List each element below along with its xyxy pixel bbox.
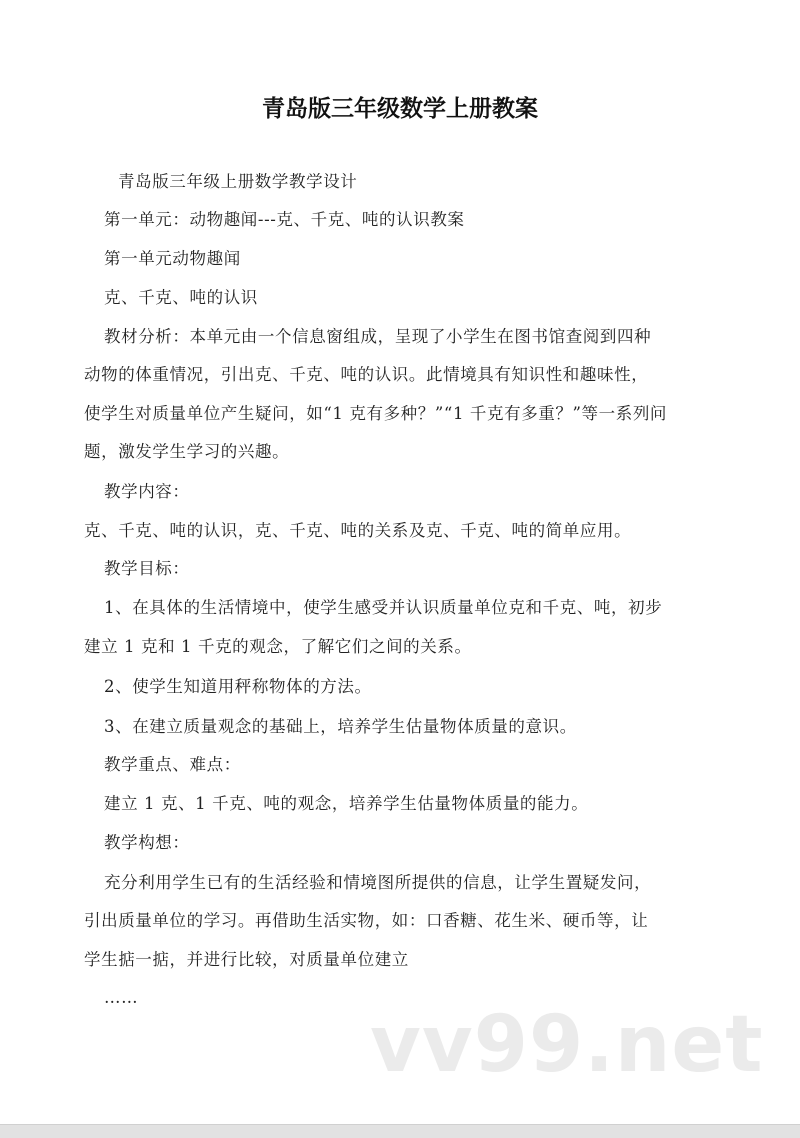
text-line: 第一单元：动物趣闻---克、千克、吨的认识教案 bbox=[104, 210, 465, 229]
document-title: 青岛版三年级数学上册教案 bbox=[262, 96, 538, 122]
watermark: vv99.net bbox=[370, 1000, 764, 1090]
text-line: 建立 1 克和 1 千克的观念，了解它们之间的关系。 bbox=[84, 637, 472, 656]
text-line: 建立 1 克、1 千克、吨的观念，培养学生估量物体质量的能力。 bbox=[104, 794, 589, 813]
text-line: 教学内容： bbox=[104, 482, 190, 501]
text-line: 1、在具体的生活情境中，使学生感受并认识质量单位克和千克、吨，初步 bbox=[104, 598, 663, 617]
text-line: 第一单元动物趣闻 bbox=[104, 249, 241, 268]
text-line: …… bbox=[104, 988, 139, 1007]
text-line: 青岛版三年级上册数学教学设计 bbox=[118, 172, 358, 191]
text-line: 使学生对质量单位产生疑问，如“1 克有多种？”“1 千克有多重？”等一系列问 bbox=[84, 404, 668, 423]
text-line: 动物的体重情况，引出克、千克、吨的认识。此情境具有知识性和趣味性， bbox=[84, 365, 649, 384]
text-line: 充分利用学生已有的生活经验和情境图所提供的信息，让学生置疑发问， bbox=[104, 873, 652, 892]
text-line: 克、千克、吨的认识 bbox=[104, 288, 258, 307]
text-line: 克、千克、吨的认识，克、千克、吨的关系及克、千克、吨的简单应用。 bbox=[84, 521, 632, 540]
text-line: 教材分析：本单元由一个信息窗组成，呈现了小学生在图书馆查阅到四种 bbox=[104, 327, 652, 346]
page-bottom-edge bbox=[0, 1124, 800, 1138]
text-line: 教学重点、难点： bbox=[104, 755, 241, 774]
text-line: 题，激发学生学习的兴趣。 bbox=[84, 442, 290, 461]
text-line: 教学目标： bbox=[104, 559, 190, 578]
text-line: 学生掂一掂，并进行比较，对质量单位建立 bbox=[84, 950, 409, 969]
text-line: 引出质量单位的学习。再借助生活实物，如：口香糖、花生米、硬币等，让 bbox=[84, 911, 649, 930]
text-line: 3、在建立质量观念的基础上，培养学生估量物体质量的意识。 bbox=[104, 717, 577, 736]
text-line: 教学构想： bbox=[104, 833, 190, 852]
text-line: 2、使学生知道用秤称物体的方法。 bbox=[104, 677, 372, 696]
